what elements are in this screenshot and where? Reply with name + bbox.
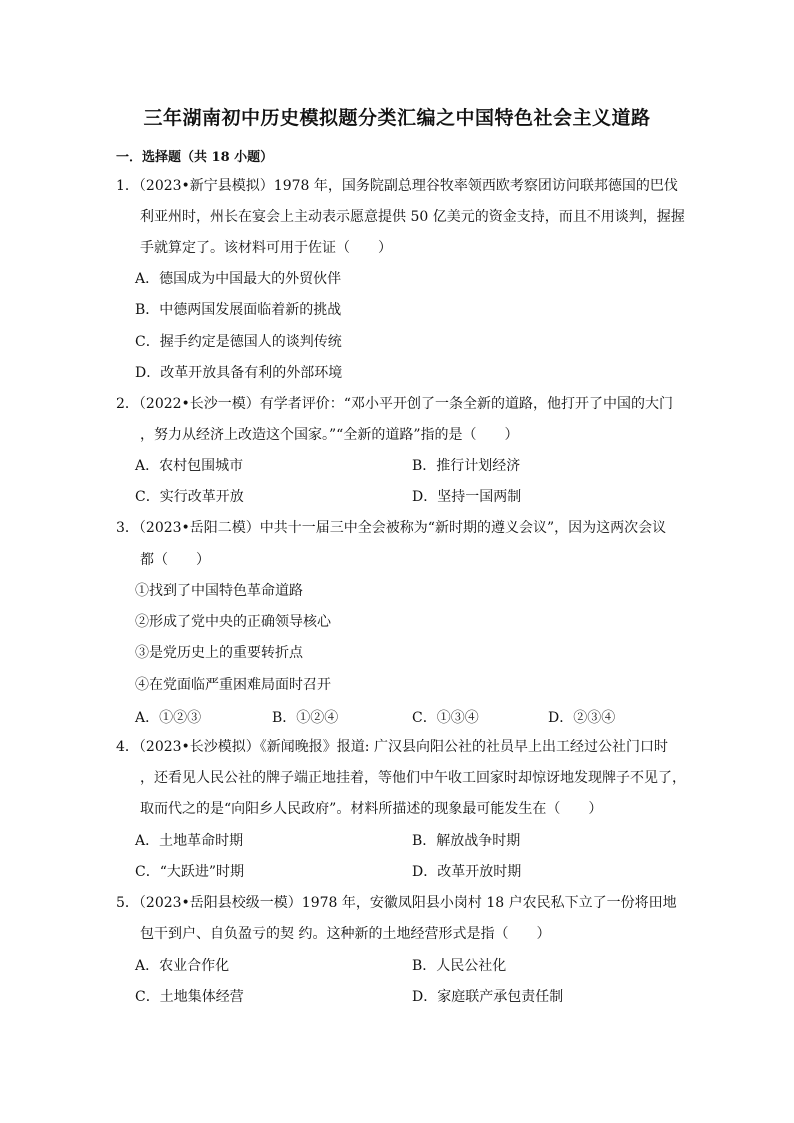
section-heading: 一．选择题（共 18 小题） [116,150,274,165]
question-2-stem-line-2: ，努力从经济上改造这个国家。”“全新的道路”指的是（ ） [140,427,519,443]
question-5-option-c: C．土地集体经营 [135,989,244,1005]
page-title: 三年湖南初中历史模拟题分类汇编之中国特色社会主义道路 [143,107,651,129]
question-4-stem-line-1: 4．（2023•长沙模拟）《新闻晚报》报道: 广汉县向阳公社的社员早上出工经过公社门口时 [116,739,668,755]
question-4-option-d: D．改革开放时期 [412,864,522,880]
question-4-stem-line-3: 取而代之的是“向阳乡人民政府”。材料所描述的现象最可能发生在（ ） [140,801,603,817]
question-3-option-c: C．①③④ [412,710,479,726]
question-2-stem-line-1: 2．（2022•长沙一模）有学者评价：“邓小平开创了一条全新的道路，他打开了中国的大门 [116,396,673,412]
question-3-option-d: D．②③④ [548,710,616,726]
question-1-option-a: A．德国成为中国最大的外贸伙伴 [135,271,342,287]
question-5-stem-line-1: 5．（2023•岳阳县校级一模）1978 年，安徽凤阳县小岗村 18 户农民私下立了一份将田地 [116,895,677,911]
question-5-option-a: A．农业合作化 [135,958,230,974]
question-1-stem-line-3: 手就算定了。该材料可用于佐证（ ） [140,240,392,256]
question-3-option-a: A．①②③ [135,710,202,726]
question-5-option-b: B．人民公社化 [412,958,507,974]
question-3-item-4: ④在党面临严重困难局面时召开 [135,677,331,693]
question-2-option-c: C．实行改革开放 [135,489,244,505]
question-4-option-a: A．土地革命时期 [135,833,244,849]
question-5-stem-line-2: 包干到户、自负盈亏的契 约。这种新的土地经营形式是指（ ） [140,926,551,942]
question-4-option-c: C．“大跃进”时期 [135,864,245,880]
question-3-option-b: B．①②④ [272,710,339,726]
question-3-item-1: ①找到了中国特色革命道路 [135,583,303,599]
question-2-option-a: A．农村包围城市 [135,458,244,474]
question-1-option-c: C．握手约定是德国人的谈判传统 [135,334,342,350]
question-3-item-3: ③是党历史上的重要转折点 [135,645,303,661]
question-3-item-2: ②形成了党中央的正确领导核心 [135,614,331,630]
question-3-stem-line-1: 3．（2023•岳阳二模）中共十一届三中全会被称为“新时期的遵义会议”，因为这两次会议 [116,520,667,536]
question-1-option-d: D．改革开放具备有利的外部环境 [135,365,343,381]
question-1-stem-line-1: 1．（2023•新宁县模拟）1978 年，国务院副总理谷牧率领西欧考察团访问联邦德国的巴伐 [116,178,678,194]
question-3-stem-line-2: 都（ ） [140,552,210,568]
question-1-option-b: B．中德两国发展面临着新的挑战 [135,302,342,318]
question-1-stem-line-2: 利亚州时，州长在宴会上主动表示愿意提供 50 亿美元的资金支持，而且不用谈判，握握 [140,209,685,225]
question-2-option-d: D．坚持一国两制 [412,489,522,505]
question-4-stem-line-2: ，还看见人民公社的牌子端正地挂着，等他们中午收工回家时却惊讶地发现牌子不见了， [140,770,686,786]
question-2-option-b: B．推行计划经济 [412,458,521,474]
question-5-option-d: D．家庭联产承包责任制 [412,989,564,1005]
question-4-option-b: B．解放战争时期 [412,833,521,849]
